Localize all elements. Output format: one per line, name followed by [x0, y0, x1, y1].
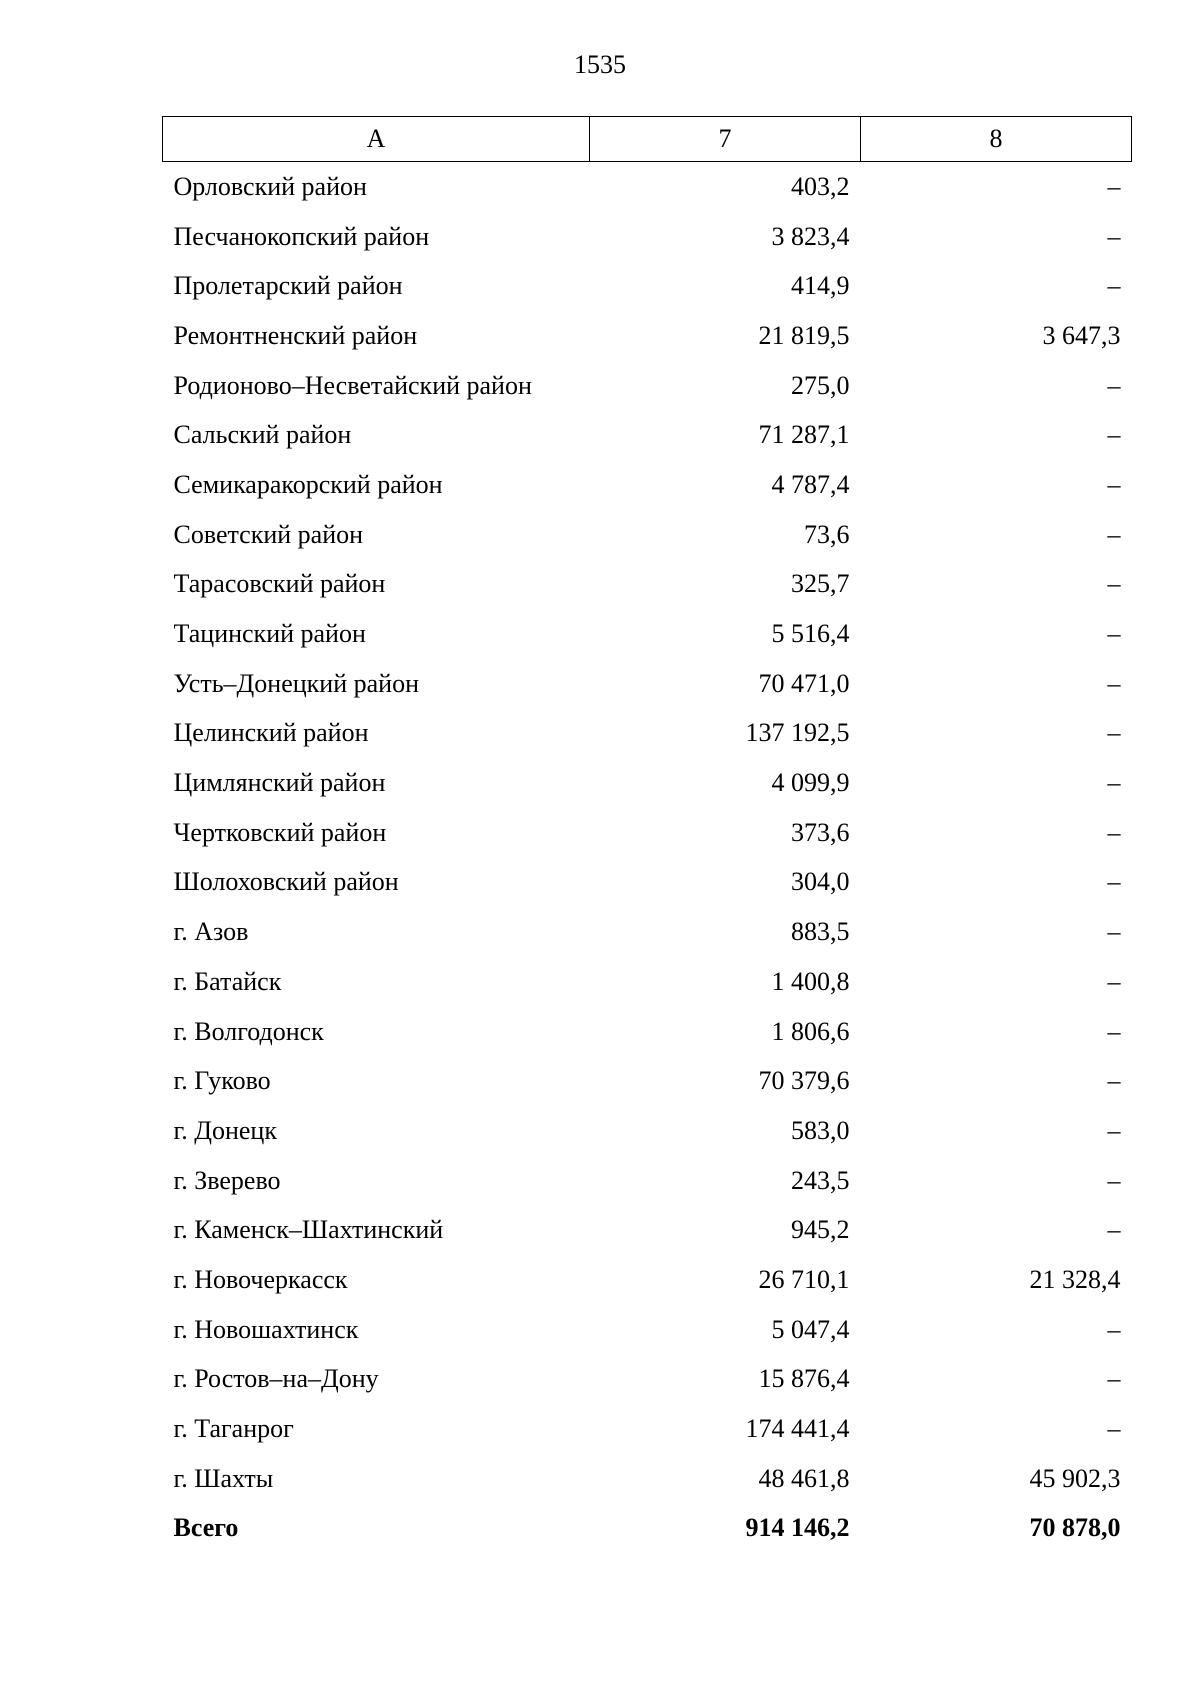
value-col-7-cell: 373,6: [791, 817, 850, 847]
value-col-7-cell: 4 787,4: [771, 469, 850, 499]
row-name-cell: Пролетарский район: [173, 271, 403, 301]
table-row: [163, 1007, 1132, 1057]
value-col-7-cell: 48 461,8: [758, 1463, 850, 1493]
table-row: [163, 510, 1132, 560]
row-name-cell: Ремонтненский район: [173, 320, 418, 350]
value-col-8-cell: –: [1107, 1066, 1121, 1096]
table-row: [163, 261, 1132, 311]
value-col-8-cell: –: [1107, 1165, 1121, 1195]
value-col-7-cell: 243,5: [791, 1165, 850, 1195]
table-row: [163, 1156, 1132, 1206]
value-col-8-cell: –: [1107, 420, 1121, 450]
row-name-cell: Песчанокопский район: [173, 221, 430, 251]
value-col-7-cell: 883,5: [791, 917, 850, 947]
row-name-cell: Всего: [173, 1513, 239, 1543]
value-col-8-cell: –: [1107, 867, 1121, 897]
row-name-cell: г. Ростов–на–Дону: [173, 1364, 379, 1394]
table-row: [163, 1305, 1132, 1355]
value-col-7-cell: 5 047,4: [771, 1314, 850, 1344]
value-col-7-cell: 137 192,5: [745, 718, 850, 748]
row-name-cell: г. Новочеркасск: [173, 1264, 348, 1294]
table-row: [163, 410, 1132, 460]
value-col-8-cell: –: [1107, 1215, 1121, 1245]
table-row: [163, 758, 1132, 808]
row-name-cell: Чертковский район: [173, 817, 387, 847]
value-col-8-cell: –: [1107, 1314, 1121, 1344]
row-name-cell: г. Донецк: [173, 1115, 277, 1145]
table-row: [163, 460, 1132, 510]
row-name-cell: Цимлянский район: [173, 768, 386, 798]
value-col-7-cell: 1 400,8: [771, 966, 850, 996]
column-header-7: 7: [590, 117, 861, 162]
value-col-8-cell: –: [1107, 1364, 1121, 1394]
row-name-cell: Орловский район: [173, 171, 367, 201]
value-col-8-cell: –: [1107, 171, 1121, 201]
value-col-7-cell: 71 287,1: [758, 420, 850, 450]
page-number: 1535: [574, 50, 626, 79]
value-col-7-cell: 914 146,2: [745, 1513, 850, 1543]
value-col-7-cell: 403,2: [791, 171, 850, 201]
value-col-7-cell: 26 710,1: [758, 1264, 850, 1294]
value-col-7-cell: 275,0: [791, 370, 850, 400]
table-row: [163, 1056, 1132, 1106]
value-col-7-cell: 945,2: [791, 1215, 850, 1245]
table-row: [163, 1106, 1132, 1156]
table-row: [163, 162, 1132, 212]
value-col-7-cell: 325,7: [791, 569, 850, 599]
budget-table: [162, 116, 1132, 1553]
table-row: [163, 609, 1132, 659]
table-row: [163, 560, 1132, 610]
value-col-7-cell: 70 379,6: [758, 1066, 850, 1096]
value-col-8-cell: –: [1107, 917, 1121, 947]
value-col-7-cell: 174 441,4: [745, 1414, 850, 1444]
table-row: [163, 1355, 1132, 1405]
row-name-cell: г. Батайск: [173, 966, 282, 996]
row-name-cell: Советский район: [173, 519, 364, 549]
total-row: [163, 1504, 1132, 1554]
column-header-a: А: [163, 117, 590, 162]
table-row: [163, 808, 1132, 858]
table-row: [163, 1255, 1132, 1305]
row-name-cell: г. Таганрог: [173, 1414, 294, 1444]
value-col-7-cell: 4 099,9: [771, 768, 850, 798]
row-name-cell: Целинский район: [173, 718, 369, 748]
value-col-7-cell: 5 516,4: [771, 619, 850, 649]
value-col-8-cell: –: [1107, 221, 1121, 251]
table-row: [163, 212, 1132, 262]
value-col-7-cell: 1 806,6: [771, 1016, 850, 1046]
header-row: [163, 117, 1132, 162]
value-col-8-cell: –: [1107, 469, 1121, 499]
value-col-8-cell: –: [1107, 1115, 1121, 1145]
row-name-cell: Родионово–Несветайский район: [173, 370, 532, 400]
row-name-cell: г. Зверево: [173, 1165, 281, 1195]
value-col-7-cell: 73,6: [804, 519, 850, 549]
table-row: [163, 1454, 1132, 1504]
value-col-8-cell: –: [1107, 966, 1121, 996]
value-col-8-cell: –: [1107, 619, 1121, 649]
value-col-7-cell: 3 823,4: [771, 221, 850, 251]
value-col-8-cell: –: [1107, 718, 1121, 748]
value-col-8-cell: –: [1107, 668, 1121, 698]
row-name-cell: Семикаракорский район: [173, 469, 443, 499]
value-col-8-cell: 45 902,3: [1029, 1463, 1121, 1493]
row-name-cell: г. Каменск–Шахтинский: [173, 1215, 444, 1245]
table-row: [163, 858, 1132, 908]
value-col-8-cell: –: [1107, 370, 1121, 400]
table-row: [163, 907, 1132, 957]
table-row: [163, 1205, 1132, 1255]
row-name-cell: г. Новошахтинск: [173, 1314, 359, 1344]
value-col-7-cell: 304,0: [791, 867, 850, 897]
value-col-7-cell: 583,0: [791, 1115, 850, 1145]
row-name-cell: Сальский район: [173, 420, 352, 450]
value-col-8-cell: –: [1107, 817, 1121, 847]
table-row: [163, 361, 1132, 411]
row-name-cell: Шолоховский район: [173, 867, 399, 897]
value-col-8-cell: –: [1107, 519, 1121, 549]
table-row: [163, 659, 1132, 709]
row-name-cell: г. Гуково: [173, 1066, 271, 1096]
value-col-7-cell: 21 819,5: [758, 320, 850, 350]
table-row: [163, 1404, 1132, 1454]
row-name-cell: г. Волгодонск: [173, 1016, 324, 1046]
value-col-8-cell: –: [1107, 569, 1121, 599]
table-body: [163, 162, 1132, 1554]
table-row: [163, 709, 1132, 759]
value-col-8-cell: –: [1107, 1414, 1121, 1444]
column-header-8: 8: [861, 117, 1132, 162]
value-col-7-cell: 70 471,0: [758, 668, 850, 698]
value-col-8-cell: 3 647,3: [1042, 320, 1121, 350]
value-col-7-cell: 15 876,4: [758, 1364, 850, 1394]
value-col-7-cell: 414,9: [791, 271, 850, 301]
table-header: [163, 117, 1132, 162]
table-row: [163, 957, 1132, 1007]
value-col-8-cell: –: [1107, 271, 1121, 301]
table-row: [163, 311, 1132, 361]
value-col-8-cell: –: [1107, 1016, 1121, 1046]
row-name-cell: г. Шахты: [173, 1463, 274, 1493]
row-name-cell: Тарасовский район: [173, 569, 386, 599]
row-name-cell: Усть–Донецкий район: [173, 668, 419, 698]
value-col-8-cell: –: [1107, 768, 1121, 798]
value-col-8-cell: 70 878,0: [1029, 1513, 1121, 1543]
value-col-8-cell: 21 328,4: [1029, 1264, 1121, 1294]
row-name-cell: Тацинский район: [173, 619, 366, 649]
row-name-cell: г. Азов: [173, 917, 249, 947]
